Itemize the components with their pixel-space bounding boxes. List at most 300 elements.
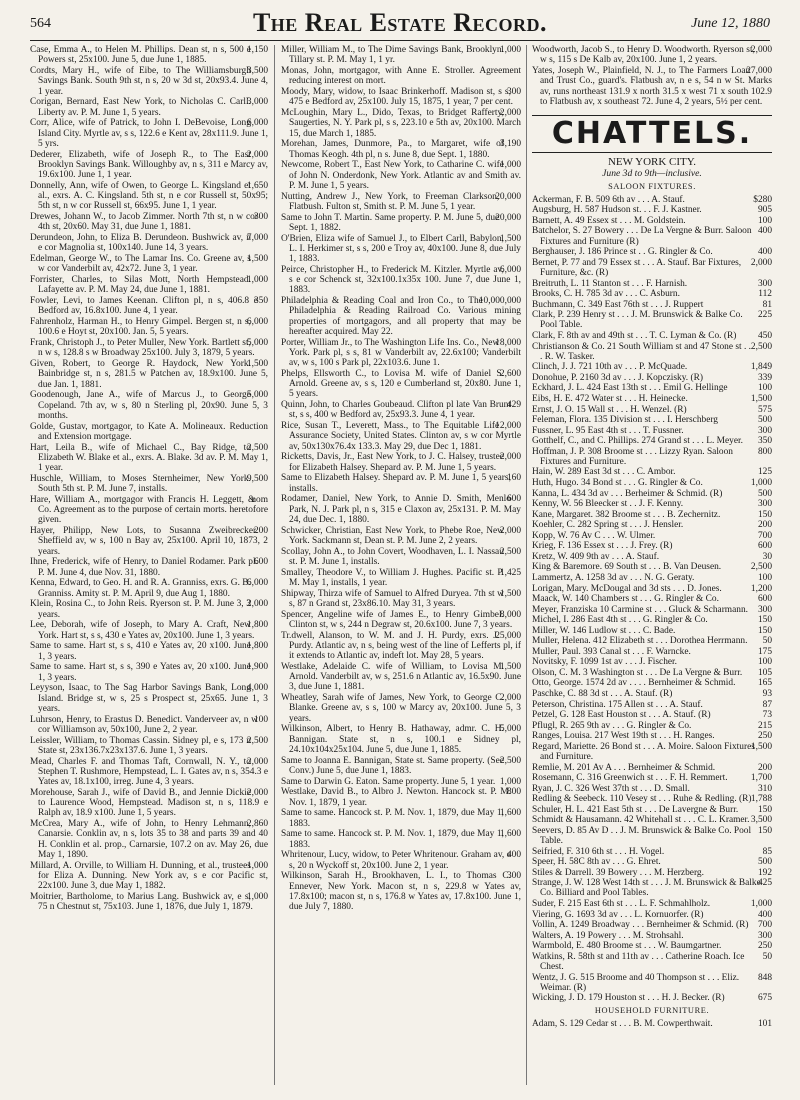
amount: 8,000: [499, 609, 521, 620]
mortgage-entry: [281, 338, 521, 369]
mortgage-entry: [30, 233, 268, 254]
chattel-entry: [532, 373, 772, 383]
mortgage-entry: [281, 369, 521, 400]
chattel-entry: [532, 216, 772, 226]
column-2: [281, 45, 521, 1095]
entry-text: Kenny, W. 56 Bleecker st . . J. F. Kenny.: [532, 499, 684, 510]
chattel-entry: [532, 910, 772, 920]
entry-text: Given, Robert, to George R. Haydock, New York. Bainbridge st, n s, 281.5 w Patchen av, 18.9x100. June 5, due Jan. 1, 1881.: [30, 359, 268, 390]
chattel-entry: [532, 689, 772, 699]
entry-text: Same to same. Hancock st. P. M. Nov. 1, 1879, due May 1, 1883.: [281, 808, 504, 829]
entry-text: Rosemann, C. 316 Greenwich st . . . F. H. Remmert.: [532, 773, 728, 784]
amount: 1,788: [750, 794, 772, 805]
entry-text: Redling & Seebeck. 110 Vesey st . . . Ruhe & Redling. (R): [532, 794, 752, 805]
entry-text: Kopp, W. 76 Av C . . . W. Ulmer.: [532, 530, 656, 541]
amount: 800: [757, 446, 772, 457]
chattel-entry: [532, 531, 772, 541]
mortgage-entry: [281, 808, 521, 829]
amount: 700: [757, 530, 772, 541]
amount: 800: [506, 787, 521, 798]
mortgage-entry: [30, 892, 268, 913]
chattel-entry: [532, 657, 772, 667]
column-divider: [274, 45, 275, 1085]
amount: $280: [753, 194, 772, 205]
amount: 150: [757, 615, 772, 626]
amount: 300: [253, 212, 268, 222]
entry-text: Cordts, Mary H., wife of Eibe, to The Williamsburgh Savings Bank. South 9th st, n s, 20 w 3d st, 20x93.4. June 4, 1 year.: [30, 66, 268, 97]
entry-text: Whritenour, Lucy, widow, to Peter Whritenour. Graham av, e s, 20 n Wyckoff st, 20x100. June 2, 1 year.: [281, 850, 511, 871]
entry-text: Ackerman, F. B. 509 6th av . . . A. Stauf.: [532, 194, 685, 205]
chattel-entry: [532, 394, 772, 404]
entry-text: McCrea, Mary A., wife of John, to Henry Lehmann, Canarsie. Conklin av, n s, lots 35 to 38 and parts 39 and 40 H. Conklin et al. prop., Carnarsie, 107.2 on av. May 26, due May 1, 1890.: [30, 819, 268, 860]
entry-text: Donohue, P. 2160 3d av . . . J. Kopczisky. (R): [532, 372, 703, 383]
mortgage-entry: [30, 641, 268, 662]
amount: 2,000: [750, 257, 772, 268]
issue-date: June 12, 1880: [691, 16, 770, 31]
amount: 400: [757, 909, 772, 920]
mortgage-entry: [281, 494, 521, 525]
amount: 20,000: [495, 191, 521, 202]
mortgage-entry: [30, 97, 268, 118]
entry-text: Corr, Alice, wife of Patrick, to John I. DeBevoise, Long Island City. Myrtle av, s s, 122.6 e Kent av, 28x111.9. June 1, 5 yrs.: [30, 118, 268, 149]
amount: 2,000: [499, 452, 521, 463]
page-number: 564: [30, 16, 51, 31]
amount: 93: [762, 688, 772, 699]
amount: 50: [762, 636, 772, 647]
entry-text: Moitrier, Bartholome, to Marius Lang. Bushwick av, e s, 75 n Chestnut st, 75x103. June 1, 1876, due July 1, 1879.: [30, 891, 253, 912]
amount: 25,000: [495, 630, 521, 641]
amount: 30: [762, 551, 772, 562]
amount: 5,000: [499, 724, 521, 735]
amount: 600: [506, 494, 521, 505]
mortgage-entry: [30, 317, 268, 338]
entry-text: Schuler, H. L. 421 East 5th st . . . De Lavergne & Burr.: [532, 804, 739, 815]
entry-text: Otto, George. 1574 2d av . . . . Bernheimer & Schmid.: [532, 678, 736, 689]
chattel-entry: [532, 721, 772, 731]
entry-text: Morehan, James, Dunmore, Pa., to Margaret, wife of Thomas Keogh. 4th pl, n s. June 8, due Sept. 1, 1880.: [281, 139, 504, 160]
entry-text: Wheatley, Sarah wife of James, New York, to George C. Blanke. Greene av, s s, 100 w Marcy av, 20x100. June 5, 3 years.: [281, 693, 521, 724]
chattel-entry: [532, 279, 772, 289]
amount: 848: [757, 972, 772, 983]
chattel-entry: [532, 700, 772, 710]
entry-text: Viering, G. 1693 3d av . . . L. Kornuorfer. (R): [532, 909, 704, 920]
amount: 300: [506, 87, 521, 97]
mortgage-entry: [30, 254, 268, 275]
amount: 1,000: [499, 776, 521, 787]
chattel-entry: [532, 847, 772, 857]
amount: 200: [757, 762, 772, 773]
amount: 2,500: [499, 755, 521, 766]
entry-text: Peterson, Christina. 175 Allen st . . . A. Stauf.: [532, 699, 703, 710]
amount: 200: [253, 526, 268, 536]
chattel-entry: [532, 258, 772, 279]
mortgage-entry: [281, 871, 521, 912]
mortgage-entry: [30, 683, 268, 714]
mortgage-entry: [281, 108, 521, 139]
amount: 300: [757, 425, 772, 436]
amount: 1,500: [246, 254, 268, 264]
chattel-entry: [532, 647, 772, 657]
amount: 150: [757, 825, 772, 836]
amount: 12,000: [495, 421, 521, 431]
entry-text: Wilkinson, Sarah H., Brookhaven, L. I., to Thomas C. Ennever, New York. Macon st, n s, 229.8 w Yates av, 17.8x100; macon st, n s, 176.8 w Yates av, 17.8x100. June 1, due July 7, 1880.: [281, 871, 521, 912]
mortgage-entry: [281, 45, 521, 66]
mortgage-entry: [281, 610, 521, 631]
chattel-entry: [532, 731, 772, 741]
entry-text: Gotthelf, C., and C. Phillips. 274 Grand st . . . L. Meyer.: [532, 436, 743, 447]
chattel-entry: [532, 300, 772, 310]
entry-text: Edelman, George W., to The Lamar Ins. Co. Greene av, s w cor Vanderbilt av, 42x72. June 3, 1 year.: [30, 254, 251, 275]
amount: 5,000: [246, 390, 268, 401]
amount: 1,500: [246, 359, 268, 369]
amount: 7,000: [246, 233, 268, 243]
mortgage-entry: [30, 359, 268, 390]
amount: 1,700: [750, 773, 772, 784]
amount: nom: [251, 494, 268, 505]
chattel-entry: [532, 405, 772, 415]
amount: 150: [757, 625, 772, 636]
chattels-heading: CHATTELS.: [532, 115, 772, 153]
entry-text: Seifried, F. 310 6th st . . . H. Vogel.: [532, 846, 665, 857]
amount: 1,000: [246, 891, 268, 902]
amount: 3,000: [246, 97, 268, 108]
amount: 2,500: [750, 341, 772, 352]
entry-text: Olson, C. M. 3 Washington st . . . De La Vergne & Burr.: [532, 667, 743, 678]
amount: 2,000: [750, 45, 772, 55]
mortgage-entry: [281, 192, 521, 213]
amount: 1,000: [246, 275, 268, 285]
entry-text: Bernet, P. 77 and 79 Essex st . . . A. Stauf. Bar Fixtures, Furniture, &c. (R): [532, 257, 742, 278]
mortgage-entry: [30, 150, 268, 181]
entry-text: Fowler, Levi, to James Keenan. Clifton pl, n s, 406.8 e Bedford av, 16.8x100. June 4, 1 year.: [30, 296, 258, 317]
entry-text: Strange, J. W. 128 West 14th st . . . J. M. Brunswick & Balke Co. Billiard and Pool Tables.: [532, 878, 761, 899]
amount: 300: [757, 499, 772, 510]
entry-text: Muller, Helena. 412 Elizabeth st . . . Dorothea Herrmann.: [532, 636, 748, 647]
chattel-entry: [532, 436, 772, 446]
amount: 1,200: [750, 583, 772, 594]
column-divider: [526, 45, 527, 1085]
entry-text: Peirce, Christopher H., to Frederick M. Kitzler. Myrtle av, s e cor Schenck st, 32x100.1x35x 100. June 7, due June 1, 1883.: [281, 264, 521, 296]
entry-text: Batchelor, S. 27 Bowery . . . De La Vergne & Burr. Saloon Fixtures and Furniture (R): [532, 226, 752, 247]
chattel-entry: [532, 447, 772, 468]
chattel-entry: [532, 584, 772, 594]
entry-text: Eckhard, J. L. 424 East 13th st . . . Emil G. Hellinge: [532, 383, 728, 394]
amount: 1,650: [246, 180, 268, 191]
chattel-entry: [532, 668, 772, 678]
entry-text: Klein, Rosina C., to John Reis. Ryerson st. P. M. June 3, 3 years.: [30, 599, 251, 620]
entry-text: Westlake, Adelaide C. wife of William, to Lovisa M. Arnold. Vanderbilt av, w s, 251.6 n Atlantic av, 16.5x90. June 3, due June 1, 1881.: [281, 661, 521, 693]
entry-text: Breitruth, L. 11 Stanton st . . . F. Harnish.: [532, 278, 688, 289]
entry-text: Porter, William Jr., to The Washington Life Ins. Co., New York. Park pl, s s, 81 w Vanderbilt av, 22.6x100; Vanderbilt av, w s, 100 s Park pl, 22x103.6. June 1.: [281, 337, 521, 368]
chattel-entry: [532, 742, 772, 763]
mortgage-entry: [281, 662, 521, 693]
entry-text: Ryan, J. C. 326 West 37th st . . . D. Small.: [532, 783, 690, 794]
entry-text: Krieg, F. 136 Essex st . . . J. Frey. (R): [532, 541, 673, 552]
amount: 500: [757, 857, 772, 868]
amount: 250: [757, 731, 772, 742]
entry-text: Wentz, J. G. 515 Broome and 40 Thompson st . . . Eliz. Weimar. (R): [532, 972, 740, 993]
amount: 2,000: [246, 756, 268, 767]
entry-text: Eibs, H. E. 472 Water st . . . H. Heinecke.: [532, 393, 688, 404]
mortgage-entry: [30, 443, 268, 474]
amount: 500: [757, 415, 772, 426]
mortgage-entry: [281, 631, 521, 662]
entry-text: Buchmann, C. 349 East 76th st . . . J. Ruppert: [532, 299, 704, 310]
amount: 1,000: [750, 478, 772, 489]
chattel-entry: [532, 310, 772, 331]
amount: 175: [757, 646, 772, 657]
entry-text: Yates, Joseph W., Plainfield, N. J., to The Farmers Loan and Trust Co., guard's. Flatbush av, n e s, 54 n w St. Marks av, runs northeast 131.9 x north 31.5 x west 71 x south 102.9 to Flatbush av, x southeast 72. June 4, 2 years, 5½ per cent.: [532, 66, 772, 107]
mortgage-entry: [30, 599, 268, 620]
chattel-entry: [532, 205, 772, 215]
entry-text: Wicking, J. D. 179 Houston st . . . H. J. Becker. (R): [532, 993, 725, 1004]
mortgage-entry: [281, 756, 521, 777]
entry-text: Lee, Deborah, wife of Joseph, to Mary A. Craft, New York. Hart st, s s, 430 e Yates av, 20x100. June 1, 3 years.: [30, 620, 255, 641]
amount: 310: [757, 783, 772, 794]
mortgage-entry: [30, 66, 268, 97]
amount: 5,000: [246, 338, 268, 348]
publication-title: The Real Estate Record.: [252, 8, 548, 37]
mortgage-entry: [281, 139, 521, 160]
entry-text: Same to same. Hart st, s s, 390 e Yates av, 20 x100. June 1, 3 years.: [30, 662, 251, 683]
entry-text: Frank, Christoph J., to Peter Muller, New York. Bartlett st, n w s, 128.8 s w Broadway 25x100. July 3, 1879, 5 years.: [30, 338, 255, 359]
household-heading: HOUSEHOLD FURNITURE.: [594, 1005, 710, 1015]
entry-text: Wilkinson, Albert, to Henry B. Hathaway, admr. C. H. Bannigan. State st, n s, 100.1 e Sidney pl, 24.10x104x25x104. June 5, due June 1, 1885.: [281, 724, 521, 755]
mortgage-entry: [30, 118, 268, 149]
amount: 1,800: [246, 641, 268, 652]
mortgage-entry: [281, 829, 521, 850]
entry-text: Drewes, Johann W., to Jacob Zimmer. North 7th st, n w cor 4th st, 20x60. May 31, due June 1, 1881.: [30, 212, 258, 233]
entry-text: McLoughin, Mary L., Dido, Texas, to Bridget Rafferty, Saugerties, N. Y. Park pl, s s, 223.10 e 5th av, 20x100. March 15, due March 1, 1885.: [281, 108, 521, 139]
amount: 100: [253, 714, 268, 725]
entry-text: Nutting, Andrew J., New York, to Freeman Clarkson, Flatbush. Fulton st, Smith st. P. M. June 5, 1 year.: [281, 191, 500, 212]
entry-text: Petzel, G. 128 East Houston st . . . A. Stauf. (R): [532, 710, 711, 721]
mortgage-entry: [281, 568, 521, 589]
mortgage-continuation: [532, 45, 772, 107]
entry-text: Kanna, L. 434 3d av . . . Berheimer & Schmid. (R): [532, 488, 723, 499]
amount: 1,600: [499, 808, 521, 819]
entry-text: Clinch, J. J. 721 10th av . . . P. McQuade.: [532, 362, 688, 373]
amount: 27,000: [746, 66, 772, 76]
mortgage-entry: [281, 234, 521, 265]
entry-text: Westlake, David B., to Albro J. Newton. Hancock st. P. M. Nov. 1, 1879, 1 year.: [281, 787, 511, 808]
entry-text: Kane, Margaret. 382 Broome st . . . B. Zechernitz.: [532, 509, 721, 520]
page-header: [30, 8, 770, 38]
chattel-entry: [532, 541, 772, 551]
amount: 425: [757, 878, 772, 889]
amount: 112: [758, 289, 772, 300]
entry-text: Kretz, W. 409 9th av . . . A. Stauf.: [532, 551, 660, 562]
chattel-entry: [532, 868, 772, 878]
amount: 2,500: [246, 442, 268, 453]
chattel-entry: [532, 784, 772, 794]
entry-text: Same to Elizabeth Halsey. Shepard av. P. M. June 1, 5 years, installs.: [281, 473, 511, 494]
amount: 2,000: [499, 525, 521, 536]
chattel-entry: [532, 941, 772, 951]
entry-text: Koehler, C. 282 Spring st . . . J. Hensler.: [532, 520, 684, 531]
entry-text: Walters, A. 19 Powery . . . M. Strohsahl.: [532, 930, 684, 941]
amount: 1,849: [750, 362, 772, 373]
chattel-entry: [532, 626, 772, 636]
amount: 300: [757, 604, 772, 615]
amount: 6,000: [499, 264, 521, 275]
entry-text: Rodamer, Daniel, New York, to Annie D. Smith, Menlo Park, N. J. Park pl, n s, 315 e Claxon av, 25x131. P. M. May 24, due Dec. 1, 1880.: [281, 494, 521, 525]
entry-text: Golde, Gustav, mortgagor, to Kate A. Molineaux. Reduction and Extension mortgage.: [30, 421, 268, 442]
chattel-entry: [532, 878, 772, 899]
mortgage-entry: [30, 275, 268, 296]
entry-text: Seevers, D. 85 Av D . . J. M. Brunswick & Balke Co. Pool Table.: [532, 825, 752, 847]
amount: 4,000: [246, 683, 268, 694]
entry-text: Brooks, C. H. 785 3d av . . . C. Asburn.: [532, 289, 680, 300]
amount: 250: [757, 941, 772, 952]
entry-text: Corigan, Bernard, East New York, to Nicholas C. Carll. Liberty av. P. M. June 1, 5 years.: [30, 97, 251, 118]
chattel-entry: [532, 573, 772, 583]
amount: 700: [757, 920, 772, 931]
amount: 87: [762, 699, 772, 710]
amount: 50: [762, 951, 772, 962]
amount: 1,000: [499, 45, 521, 55]
amount: 6,000: [246, 578, 268, 589]
entry-text: Same to same. Hart st, s s, 410 e Yates av, 20 x100. June 1, 3 years.: [30, 641, 251, 662]
chattel-entry: [532, 826, 772, 847]
chattel-entry: [532, 605, 772, 615]
amount: 350: [757, 436, 772, 447]
mortgage-entry: [30, 526, 268, 557]
entry-text: Meyer, Franziska 10 Carmine st . . . Gluck & Scharmann.: [532, 604, 748, 615]
entry-text: Lammertz, A. 1258 3d av . . . N. G. Geraty.: [532, 572, 695, 583]
chattel-entry: [532, 467, 772, 477]
amount: 105: [757, 667, 772, 678]
household-list: [532, 1019, 772, 1029]
amount: 125: [757, 467, 772, 478]
mortgage-entry: [281, 547, 521, 568]
mortgage-entry: [532, 45, 772, 66]
amount: 575: [757, 404, 772, 415]
entry-text: Scollay, John A., to John Covert, Woodhaven, L. I. Nassau st. P. M. June 1, installs.: [281, 546, 504, 567]
amount: 429: [506, 400, 521, 410]
chattel-entry: [532, 478, 772, 488]
mortgage-entry: [30, 495, 268, 526]
mortgage-entry: [30, 757, 268, 788]
amount: 300: [506, 871, 521, 882]
entry-text: Goodenough, Jane A., wife of Marcus J., to George Copeland. 7th av, w s, 80 n Sterling pl, 20x90. June 5, 3 months.: [30, 390, 268, 421]
chattel-entry: [532, 615, 772, 625]
entry-text: Remlie, M. 201 Av A . . . Bernheimer & Schmid.: [532, 762, 716, 773]
mortgage-entry: [281, 400, 521, 421]
entry-text: Leyyson, Isaac, to The Sag Harbor Savings Bank, Long Island. Bridge st, w s, 25 s Prospect st, 25x65. June 1, 3 years.: [30, 683, 268, 714]
mortgage-entry: [281, 452, 521, 473]
chattel-entry: [532, 952, 772, 973]
entry-text: Case, Emma A., to Helen M. Phillips. Dean st, n s, 500 e Powers st, 25x100. June 5, due June 1, 1885.: [30, 45, 251, 66]
amount: 450: [757, 330, 772, 341]
amount: 339: [757, 372, 772, 383]
chattel-entry: [532, 920, 772, 930]
mortgage-entry: [281, 589, 521, 610]
chattel-entry: [532, 383, 772, 393]
amount: 2,000: [499, 693, 521, 703]
mortgage-entry: [30, 422, 268, 443]
amount: 20,000: [495, 212, 521, 223]
date-range: June 3d to 9th—inclusive.: [602, 168, 702, 180]
chattel-entry: [532, 226, 772, 247]
mortgage-entry: [30, 338, 268, 359]
amount: 1,500: [499, 588, 521, 599]
amount: 215: [757, 720, 772, 731]
entry-text: Leissler, William, to Thomas Cassin. Sidney pl, e s, 173 n State st, 23x136.7x23x137.6. June 1, 3 years.: [30, 735, 251, 756]
chattel-entry: [532, 899, 772, 909]
mortgage-entry: [30, 788, 268, 819]
entry-text: Michel, I. 286 East 4th st . . . G. Ringler & Co.: [532, 615, 708, 626]
chattel-entry: [532, 552, 772, 562]
chattel-entry: [532, 415, 772, 425]
mortgage-entry: [30, 819, 268, 860]
amount: 600: [253, 557, 268, 568]
entry-text: Ricketts, Davis, Jr., East New York, to J. C. Halsey, trustee for Elizabeth Halsey. Shepard av. P. M. June 1, 5 years.: [281, 452, 504, 473]
amount: 675: [757, 993, 772, 1004]
entry-text: Hayer, Philipp, New Lots, to Susanna Zweibrecker. Sheffield av, w s, 100 n Bay av, 25x100. April 10, 1873, 2 years.: [30, 526, 268, 557]
amount: 1,500: [499, 233, 521, 244]
entry-text: Same to same. Hancock st. P. M. Nov. 1, 1879, due May 1, 1883.: [281, 829, 504, 850]
mortgage-entry: [30, 620, 268, 641]
amount: 81: [762, 299, 772, 310]
entry-text: Morehouse, Sarah J., wife of David B., and Jennie Dickie to Laurence Wood, Hempstead. Madison st, n s, 118.9 e Ralph av, 18.9 x100. June 1, 5 years.: [30, 787, 268, 819]
entry-text: Forrister, Charles, to Silas Mott, North Hempstead. Lafayette av. P. M. May 24, due June 1, 1881.: [30, 275, 251, 296]
amount: 18,000: [495, 337, 521, 348]
chattel-entry: [532, 993, 772, 1003]
amount: 2,500: [750, 562, 772, 573]
chattel-entry: [532, 931, 772, 941]
entry-text: Berghauser, J. 186 Prince st . . G. Ringler & Co.: [532, 247, 713, 258]
amount: 2,000: [499, 108, 521, 118]
mortgage-entry: [30, 861, 268, 892]
mortgage-entry: [281, 66, 521, 87]
mortgage-entry: [281, 787, 521, 808]
amount: 101: [757, 1018, 772, 1029]
entry-text: Hart, Leila B., wife of Michael C., Bay Ridge, to Elizabeth W. Blake et al., exrs. A. Blake. 3d av. P. M. May 1, 1 year.: [30, 442, 268, 473]
amount: 400: [757, 226, 772, 237]
entry-text: Hoffman, J. P. 308 Broome st . . . Lizzy Ryan. Saloon Fixtures and Furniture.: [532, 446, 733, 467]
entry-text: Same to John T. Martin. Same property. P. M. June 5, due Sept. 1, 1882.: [281, 212, 500, 233]
amount: 1,500: [750, 741, 772, 752]
entry-text: Huschle, William, to Moses Sternheimer, New York. South 5th st. P. M. June 7, installs.: [30, 473, 251, 494]
amount: 1,000: [750, 899, 772, 910]
entry-text: Muller, Paul. 393 Canal st . . . F. Warncke.: [532, 646, 691, 657]
entry-text: Quinn, John, to Charles Goubeaud. Clifton pl late Van Brunt st, s s, 400 w Bedford av, 25x93.3. June 4, 1 year.: [281, 400, 511, 421]
chattel-entry: [532, 794, 772, 804]
mortgage-entry: [30, 212, 268, 233]
amount: 10,000,000: [478, 296, 521, 306]
entry-text: Moody, Mary, widow, to Isaac Brinkerhoff. Madison st, s s, 475 e Bedford av, 25x100. July 15, 1875, 1 year, 7 per cent.: [281, 87, 513, 108]
entry-text: Ranges, Louisa. 217 West 19th st . . . H. Ranges.: [532, 731, 715, 742]
mortgage-entry: [281, 693, 521, 724]
entry-text: Augsburg, H. 587 Hudson st. . . F. J. Kastner.: [532, 205, 702, 216]
entry-text: Adam, S. 129 Cedar st . . . B. M. Cowperthwait.: [532, 1018, 713, 1029]
mortgage-entry: [532, 66, 772, 107]
amount: 300: [757, 930, 772, 941]
entry-text: Ihne, Frederick, wife of Henry, to Daniel Rodamer. Park pl. P. M. June 4, due Nov. 31, 1880.: [30, 557, 258, 578]
entry-text: Dederer, Elizabeth, wife of Joseph R., to The East Brooklyn Savings Bank. Willoughby av, n s, 311 e Marcy av, 19.6x100. June 1, 1 year.: [30, 149, 268, 180]
chattel-entry: [532, 805, 772, 815]
chattel-entry: [532, 289, 772, 299]
mortgage-entry: [281, 421, 521, 452]
amount: 85: [762, 846, 772, 857]
entry-text: Philadelphia & Reading Coal and Iron Co., to The Philadelphia & Reading Railroad Co. Various mining properties of mortgagors, and all property that may be hereafter acquired. May 22.: [281, 296, 521, 337]
mortgage-entry: [281, 850, 521, 871]
amount: 3,500: [246, 66, 268, 76]
entry-text: Hare, William A., mortgagor with Francis H. Leggett, & Co. Agreement as to the purpose of certain morts. heretofore given.: [30, 494, 268, 526]
mortgage-entry: [30, 557, 268, 578]
chattel-entry: [532, 678, 772, 688]
